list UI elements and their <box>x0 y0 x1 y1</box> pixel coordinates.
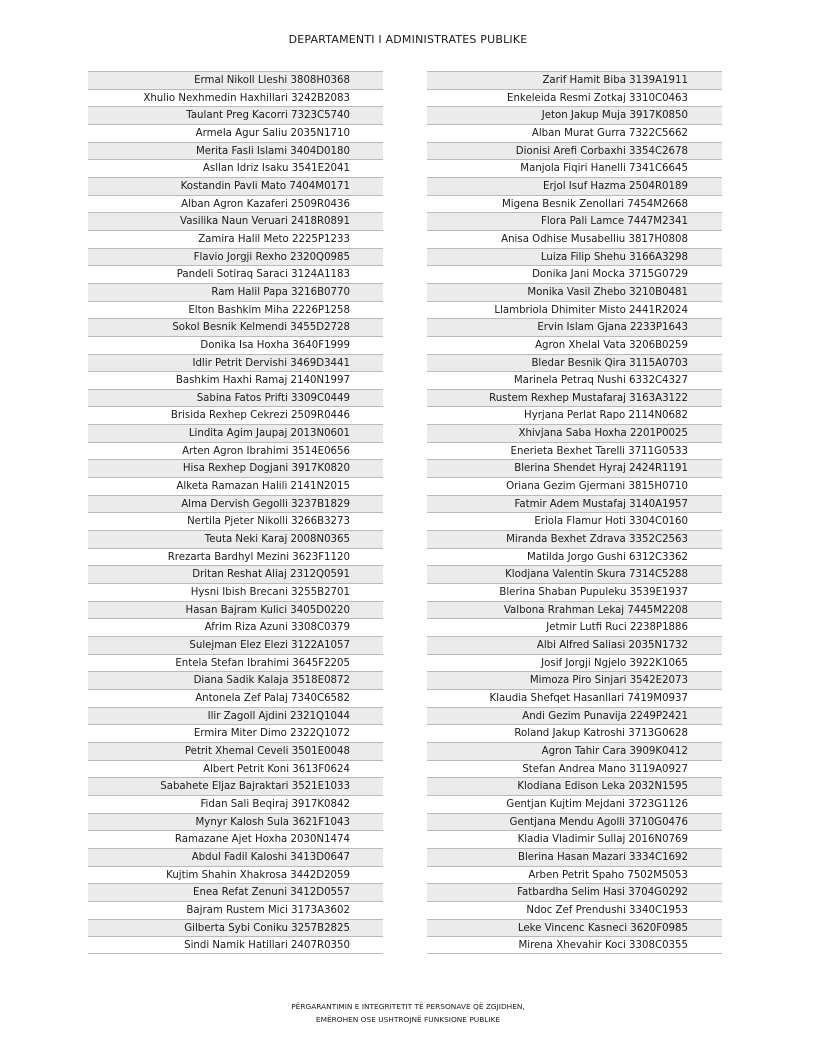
list-item: Bashkim Haxhi Ramaj 2140N1997 <box>88 371 383 389</box>
list-item: Valbona Rrahman Lekaj 7445M2208 <box>427 601 722 619</box>
list-item: Klodjana Valentin Skura 7314C5288 <box>427 565 722 583</box>
list-item: Petrit Xhemal Ceveli 3501E0048 <box>88 742 383 760</box>
list-item: Ermal Nikoll Lleshi 3808H0368 <box>88 71 383 89</box>
list-item: Kostandin Pavli Mato 7404M0171 <box>88 177 383 195</box>
list-item: Sokol Besnik Kelmendi 3455D2728 <box>88 318 383 336</box>
list-item: Agron Xhelal Vata 3206B0259 <box>427 336 722 354</box>
list-item: Sabahete Eljaz Bajraktari 3521E1033 <box>88 777 383 795</box>
list-item: Marinela Petraq Nushi 6332C4327 <box>427 371 722 389</box>
list-item: Enea Refat Zenuni 3412D0557 <box>88 883 383 901</box>
footer-note <box>0 1000 816 1026</box>
list-item: Ilir Zagoll Ajdini 2321Q1044 <box>88 707 383 725</box>
list-item: Sabina Fatos Prifti 3309C0449 <box>88 389 383 407</box>
page-title: DEPARTAMENTI I ADMINISTRATES PUBLIKE <box>288 33 528 46</box>
list-item: Ramazane Ajet Hoxha 2030N1474 <box>88 830 383 848</box>
list-item: Diana Sadik Kalaja 3518E0872 <box>88 671 383 689</box>
list-item: Antonela Zef Palaj 7340C6582 <box>88 689 383 707</box>
list-item: Jeton Jakup Muja 3917K0850 <box>427 106 722 124</box>
list-item: Ermira Miter Dimo 2322Q1072 <box>88 724 383 742</box>
list-item: Eriola Flamur Hoti 3304C0160 <box>427 512 722 530</box>
list-item: Elton Bashkim Miha 2226P1258 <box>88 301 383 319</box>
list-item: Kujtim Shahin Xhakrosa 3442D2059 <box>88 866 383 884</box>
list-item: Lindita Agim Jaupaj 2013N0601 <box>88 424 383 442</box>
list-item: Abdul Fadil Kaloshi 3413D0647 <box>88 848 383 866</box>
list-item: Andi Gezim Punavija 2249P2421 <box>427 707 722 725</box>
list-item: Gentjan Kujtim Mejdani 3723G1126 <box>427 795 722 813</box>
list-item: Blerina Shendet Hyraj 2424R1191 <box>427 459 722 477</box>
list-item: Xhivjana Saba Hoxha 2201P0025 <box>427 424 722 442</box>
list-item: Bajram Rustem Mici 3173A3602 <box>88 901 383 919</box>
list-item: Taulant Preg Kacorri 7323C5740 <box>88 106 383 124</box>
list-item: Rustem Rexhep Mustafaraj 3163A3122 <box>427 389 722 407</box>
list-item: Sulejman Elez Elezi 3122A1057 <box>88 636 383 654</box>
list-item: Flavio Jorgji Rexho 2320Q0985 <box>88 248 383 266</box>
list-item: Albi Alfred Saliasi 2035N1732 <box>427 636 722 654</box>
list-item: Zamira Halil Meto 2225P1233 <box>88 230 383 248</box>
list-item: Nertila Pjeter Nikolli 3266B3273 <box>88 512 383 530</box>
list-item: Jetmir Lutfi Ruci 2238P1886 <box>427 618 722 636</box>
list-item: Arten Agron Ibrahimi 3514E0656 <box>88 442 383 460</box>
list-item: Llambriola Dhimiter Misto 2441R2024 <box>427 301 722 319</box>
list-item: Roland Jakup Katroshi 3713G0628 <box>427 724 722 742</box>
list-item: Mirena Xhevahir Koci 3308C0355 <box>427 936 722 954</box>
list-item: Blerina Hasan Mazari 3334C1692 <box>427 848 722 866</box>
footer-line-1: PËRGARANTIMIN E INTEGRITETIT TË PERSONAVE QË ZGJIDHEN, <box>291 1002 525 1011</box>
list-item: Gilberta Sybi Coniku 3257B2825 <box>88 919 383 937</box>
list-item: Gentjana Mendu Agolli 3710G0476 <box>427 813 722 831</box>
list-item: Flora Pali Lamce 7447M2341 <box>427 212 722 230</box>
list-item: Pandeli Sotiraq Saraci 3124A1183 <box>88 265 383 283</box>
list-item: Stefan Andrea Mano 3119A0927 <box>427 760 722 778</box>
list-item: Alban Murat Gurra 7322C5662 <box>427 124 722 142</box>
footer-line-2: EMËROHEN OSE USHTROJNË FUNKSIONE PUBLIKE <box>315 1015 501 1024</box>
list-item: Alma Dervish Gegolli 3237B1829 <box>88 495 383 513</box>
list-item: Teuta Neki Karaj 2008N0365 <box>88 530 383 548</box>
list-item: Rrezarta Bardhyl Mezini 3623F1120 <box>88 548 383 566</box>
list-item: Ram Halil Papa 3216B0770 <box>88 283 383 301</box>
list-item: Miranda Bexhet Zdrava 3352C2563 <box>427 530 722 548</box>
list-item: Hysni Ibish Brecani 3255B2701 <box>88 583 383 601</box>
list-item: Kladia Vladimir Sullaj 2016N0769 <box>427 830 722 848</box>
list-item: Blerina Shaban Pupuleku 3539E1937 <box>427 583 722 601</box>
list-item: Fatbardha Selim Hasi 3704G0292 <box>427 883 722 901</box>
list-item: Agron Tahir Cara 3909K0412 <box>427 742 722 760</box>
list-item: Monika Vasil Zhebo 3210B0481 <box>427 283 722 301</box>
list-item: Hisa Rexhep Dogjani 3917K0820 <box>88 459 383 477</box>
list-item: Ervin Islam Gjana 2233P1643 <box>427 318 722 336</box>
list-item: Hyrjana Perlat Rapo 2114N0682 <box>427 406 722 424</box>
list-item: Alban Agron Kazaferi 2509R0436 <box>88 195 383 213</box>
list-item: Armela Agur Saliu 2035N1710 <box>88 124 383 142</box>
list-item: Zarif Hamit Biba 3139A1911 <box>427 71 722 89</box>
list-item: Hasan Bajram Kulici 3405D0220 <box>88 601 383 619</box>
left-name-column <box>88 71 383 954</box>
list-item: Brisida Rexhep Cekrezi 2509R0446 <box>88 406 383 424</box>
list-item: Mynyr Kalosh Sula 3621F1043 <box>88 813 383 831</box>
list-item: Entela Stefan Ibrahimi 3645F2205 <box>88 654 383 672</box>
list-item: Enkeleida Resmi Zotkaj 3310C0463 <box>427 89 722 107</box>
list-item: Mimoza Piro Sinjari 3542E2073 <box>427 671 722 689</box>
list-item: Josif Jorgji Ngjelo 3922K1065 <box>427 654 722 672</box>
list-item: Vasilika Naun Veruari 2418R0891 <box>88 212 383 230</box>
list-item: Fatmir Adem Mustafaj 3140A1957 <box>427 495 722 513</box>
list-item: Donika Isa Hoxha 3640F1999 <box>88 336 383 354</box>
list-item: Xhulio Nexhmedin Haxhillari 3242B2083 <box>88 89 383 107</box>
list-item: Enerieta Bexhet Tarelli 3711G0533 <box>427 442 722 460</box>
list-item: Arben Petrit Spaho 7502M5053 <box>427 866 722 884</box>
list-item: Migena Besnik Zenollari 7454M2668 <box>427 195 722 213</box>
list-item: Afrim Riza Azuni 3308C0379 <box>88 618 383 636</box>
list-item: Luiza Filip Shehu 3166A3298 <box>427 248 722 266</box>
list-item: Klaudia Shefqet Hasanllari 7419M0937 <box>427 689 722 707</box>
list-item: Matilda Jorgo Gushi 6312C3362 <box>427 548 722 566</box>
list-item: Donika Jani Mocka 3715G0729 <box>427 265 722 283</box>
list-item: Ndoc Zef Prendushi 3340C1953 <box>427 901 722 919</box>
list-item: Asllan Idriz Isaku 3541E2041 <box>88 159 383 177</box>
list-item: Manjola Fiqiri Hanelli 7341C6645 <box>427 159 722 177</box>
list-item: Fidan Sali Beqiraj 3917K0842 <box>88 795 383 813</box>
list-item: Sindi Namik Hatillari 2407R0350 <box>88 936 383 954</box>
list-item: Dionisi Arefi Corbaxhi 3354C2678 <box>427 142 722 160</box>
list-item: Leke Vincenc Kasneci 3620F0985 <box>427 919 722 937</box>
list-item: Dritan Reshat Aliaj 2312Q0591 <box>88 565 383 583</box>
list-item: Anisa Odhise Musabelliu 3817H0808 <box>427 230 722 248</box>
list-item: Albert Petrit Koni 3613F0624 <box>88 760 383 778</box>
list-item: Erjol Isuf Hazma 2504R0189 <box>427 177 722 195</box>
right-name-column <box>427 71 722 954</box>
list-item: Oriana Gezim Gjermani 3815H0710 <box>427 477 722 495</box>
list-item: Idlir Petrit Dervishi 3469D3441 <box>88 354 383 372</box>
list-item: Merita Fasli Islami 3404D0180 <box>88 142 383 160</box>
list-item: Klodiana Edison Leka 2032N1595 <box>427 777 722 795</box>
list-item: Bledar Besnik Qira 3115A0703 <box>427 354 722 372</box>
list-item: Alketa Ramazan Halili 2141N2015 <box>88 477 383 495</box>
